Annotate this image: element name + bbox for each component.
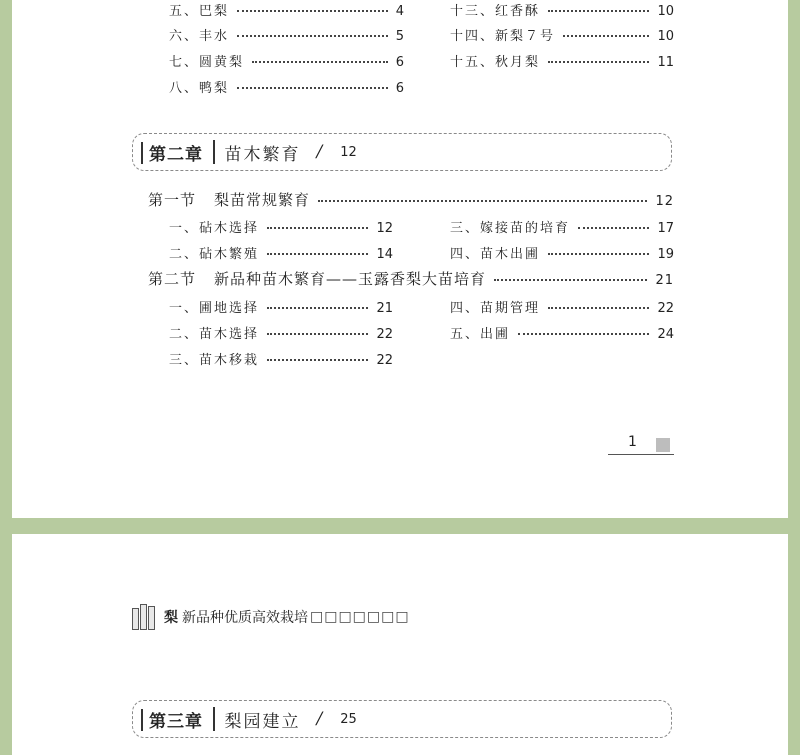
running-header <box>132 604 410 630</box>
entry-page: 24 <box>657 327 674 342</box>
toc-entry <box>169 217 393 236</box>
header-title: 新品种优质高效栽培 <box>182 610 308 626</box>
dot-leader <box>252 60 388 63</box>
header-pear-char: 梨 <box>164 610 178 626</box>
entry-page: 17 <box>657 221 674 236</box>
entry-label: 五、巴梨 <box>169 4 230 19</box>
entry-page: 21 <box>376 301 393 316</box>
dot-leader <box>548 252 649 255</box>
chapter-page: 25 <box>340 711 357 727</box>
toc-entry <box>169 25 404 44</box>
dot-leader <box>267 332 368 335</box>
entry-page: 14 <box>376 247 393 262</box>
dot-leader <box>318 199 647 202</box>
entry-label: 二、苗木选择 <box>169 327 260 342</box>
toc-entry <box>169 77 404 96</box>
toc-page-1 <box>12 0 788 518</box>
entry-label: 十四、新梨７号 <box>450 29 556 44</box>
section-page: 21 <box>655 273 674 288</box>
chapter-heading <box>132 133 672 171</box>
chapter-number: 第二章 <box>149 144 203 165</box>
entry-label: 三、嫁接苗的培育 <box>450 221 571 236</box>
books-icon <box>132 604 156 630</box>
chapter-slash: / <box>316 709 323 729</box>
entry-label: 六、丰水 <box>169 29 230 44</box>
dot-leader <box>548 9 649 12</box>
dot-leader <box>267 252 368 255</box>
chapter-title: 苗木繁育 <box>224 144 301 165</box>
dot-leader <box>578 226 649 229</box>
entry-page: 19 <box>657 247 674 262</box>
section-page: 12 <box>655 194 674 209</box>
toc-entry <box>169 323 393 342</box>
entry-label: 四、苗木出圃 <box>450 247 541 262</box>
page-number <box>608 434 674 455</box>
entry-page: 22 <box>376 327 393 342</box>
toc-entry <box>450 323 674 342</box>
toc-entry <box>169 243 393 262</box>
toc-entry <box>450 243 674 262</box>
entry-label: 十三、红香酥 <box>450 4 541 19</box>
entry-page: 22 <box>376 353 393 368</box>
toc-entry <box>169 51 404 70</box>
chapter-slash: / <box>316 142 323 162</box>
entry-page: 5 <box>395 29 404 44</box>
header-boxes: □□□□□□□ <box>310 609 410 625</box>
chapter-title: 梨园建立 <box>224 711 301 732</box>
dot-leader <box>548 306 649 309</box>
section-heading <box>148 189 674 210</box>
section-title: 梨苗常规繁育 <box>214 191 311 209</box>
chapter-bar <box>141 142 143 164</box>
chapter-heading <box>132 700 672 738</box>
section-number: 第一节 <box>148 191 197 209</box>
entry-page: 6 <box>395 55 404 70</box>
entry-label: 三、苗木移栽 <box>169 353 260 368</box>
toc-entry <box>169 297 393 316</box>
toc-entry <box>450 297 674 316</box>
chapter-separator <box>213 140 215 164</box>
dot-leader <box>267 306 368 309</box>
entry-page: 12 <box>376 221 393 236</box>
entry-page: 4 <box>395 4 404 19</box>
dot-leader <box>237 34 388 37</box>
entry-page: 11 <box>657 55 674 70</box>
dot-leader <box>267 358 368 361</box>
dot-leader <box>267 226 368 229</box>
toc-entry <box>450 217 674 236</box>
entry-label: 四、苗期管理 <box>450 301 541 316</box>
entry-page: 10 <box>657 29 674 44</box>
toc-entry <box>169 349 393 368</box>
entry-label: 八、鸭梨 <box>169 81 230 96</box>
entry-label: 一、砧木选择 <box>169 221 260 236</box>
entry-page: 10 <box>657 4 674 19</box>
section-title: 新品种苗木繁育——玉露香梨大苗培育 <box>214 270 487 288</box>
dot-leader <box>237 86 388 89</box>
dot-leader <box>563 34 649 37</box>
dot-leader <box>518 332 649 335</box>
toc-entry <box>450 0 674 19</box>
page-marker-square <box>656 438 670 452</box>
toc-entry <box>450 51 674 70</box>
chapter-number: 第三章 <box>149 711 203 732</box>
section-number: 第二节 <box>148 270 197 288</box>
page-number-text: 1 <box>628 434 637 450</box>
entry-label: 十五、秋月梨 <box>450 55 541 70</box>
entry-page: 22 <box>657 301 674 316</box>
toc-entry <box>169 0 404 19</box>
toc-page-2 <box>12 534 788 755</box>
chapter-page: 12 <box>340 144 357 160</box>
dot-leader <box>237 9 388 12</box>
entry-label: 二、砧木繁殖 <box>169 247 260 262</box>
entry-label: 七、圆黄梨 <box>169 55 245 70</box>
chapter-bar <box>141 709 143 731</box>
toc-entry <box>450 25 674 44</box>
entry-label: 一、圃地选择 <box>169 301 260 316</box>
dot-leader <box>494 278 647 281</box>
entry-label: 五、出圃 <box>450 327 511 342</box>
dot-leader <box>548 60 649 63</box>
chapter-separator <box>213 707 215 731</box>
section-heading <box>148 268 674 289</box>
entry-page: 6 <box>395 81 404 96</box>
